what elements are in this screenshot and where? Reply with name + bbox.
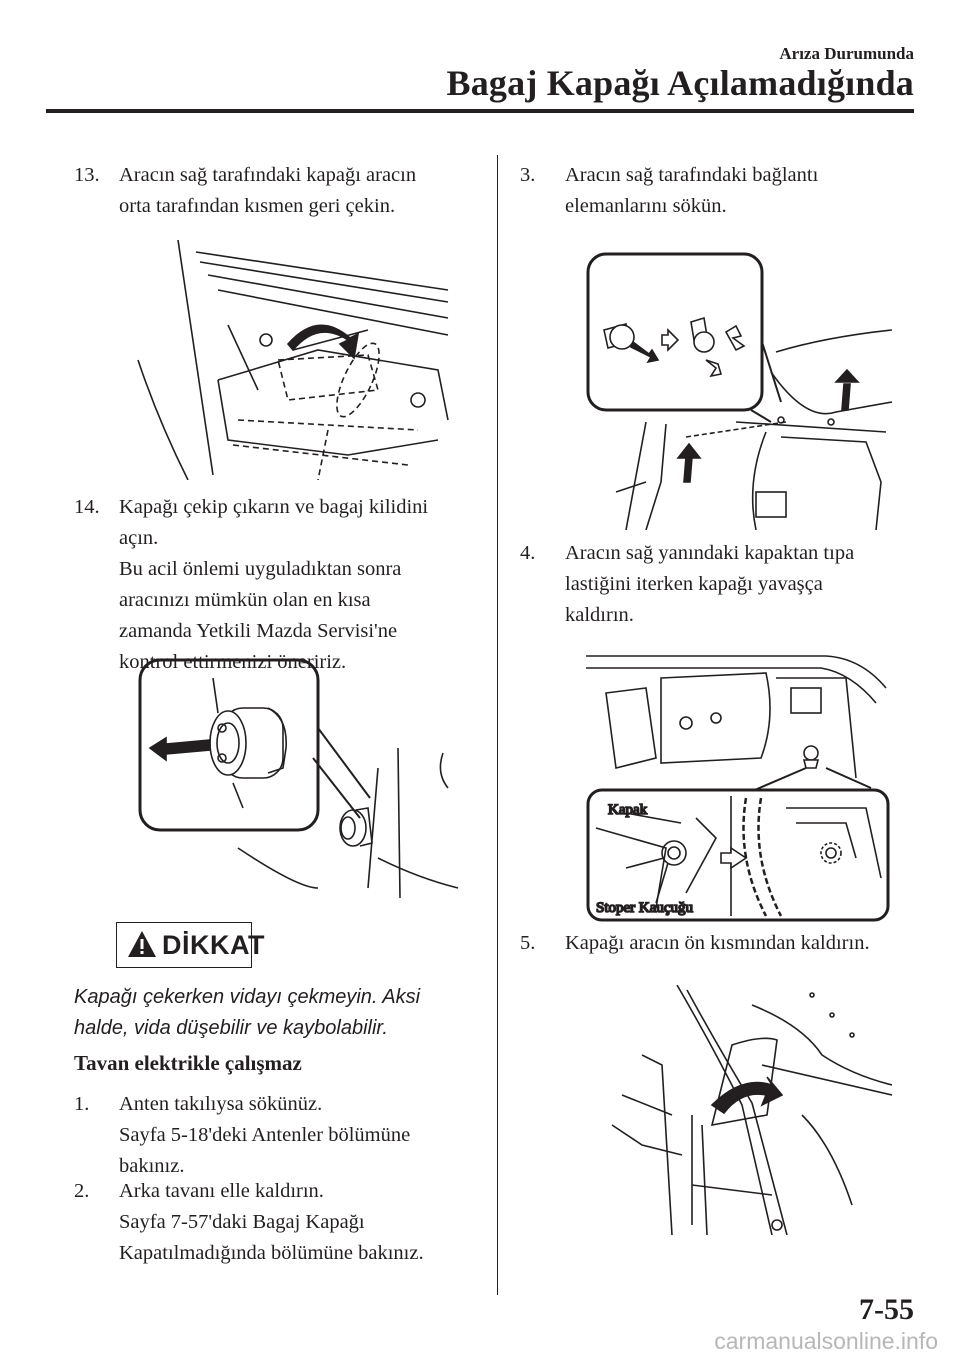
caution-badge [116,922,265,968]
step-text-line: Aracın sağ tarafındaki bağlantı [565,164,819,186]
step-text-line: Aracın sağ yanındaki kapaktan tıpa [565,542,855,564]
step-text-line: orta tarafından kısmen geri çekin. [119,195,396,217]
step-text-line: Kapağı aracın ön kısmından kaldırın. [565,932,870,954]
caution-line: Kapağı çekerken vidayı çekmeyin. Aksi [74,986,421,1008]
figure-pull-cover [118,240,468,480]
step-number: 14. [74,496,100,518]
step-text-line: Sayfa 5-18'deki Antenler bölümüne [119,1124,411,1146]
step-text-line: Aracın sağ tarafındaki kapağı aracın [119,164,417,186]
column-divider [497,155,498,1295]
step-text-line: Kapatılmadığında bölümüne bakınız. [119,1242,424,1264]
header-rule [46,109,914,113]
step-number: 3. [520,164,536,186]
step-text-line: Arka tavanı elle kaldırın. [119,1180,324,1202]
step-text-line: açın. [119,527,159,549]
section-title: Arıza Durumunda [779,44,914,63]
step-text-line: Anten takılıysa sökünüz. [119,1093,323,1115]
warning-icon [127,930,157,958]
step-4 [520,538,920,631]
step-text-line: Sayfa 7-57'daki Bagaj Kapağı [119,1211,365,1233]
page-title: Bagaj Kapağı Açılamadığında [446,63,914,103]
step-number: 1. [74,1093,90,1115]
caution-label: DİKKAT [162,930,265,960]
step-number: 13. [74,164,100,186]
figure-stopper-rubber [586,648,892,923]
figure-lift-cover [602,985,892,1235]
label-stopper-rubber: Stoper Kauçuğu [596,900,694,916]
step-number: 2. [74,1180,90,1202]
step-5 [520,928,940,959]
section-subheading: Tavan elektrikle çalışmaz [74,1051,302,1075]
step-13 [74,160,474,222]
caution-text [74,982,420,1044]
label-cover: Kapak [608,802,648,818]
step-text-line: kontrol ettirmenizi öneririz. [119,651,347,673]
step-text-line: Bu acil önlemi uyguladıktan sonra [119,558,402,580]
step-text-line: zamanda Yetkili Mazda Servisi'ne [119,620,398,642]
step-3 [520,160,920,222]
step-number: 4. [520,542,536,564]
page-number: 7-55 [859,1293,914,1326]
step-text-line: kaldırın. [565,604,634,626]
step-14 [74,492,474,678]
step-text-line: lastiğini iterken kapağı yavaşça [565,573,823,595]
figure-fasteners [586,252,892,530]
step-number: 5. [520,932,536,954]
step-text-line: bakınız. [119,1155,185,1177]
figure-remove-cover [138,658,468,898]
step-text-line: elemanlarını sökün. [565,195,727,217]
step-text-line: aracınızı mümkün olan en kısa [119,589,371,611]
step-text-line: Kapağı çekip çıkarın ve bagaj kilidini [119,496,429,518]
step-2 [74,1176,494,1269]
watermark: carmanualsonline.info [714,1328,938,1354]
step-1 [74,1089,494,1182]
caution-line: halde, vida düşebilir ve kaybolabilir. [74,1017,388,1039]
